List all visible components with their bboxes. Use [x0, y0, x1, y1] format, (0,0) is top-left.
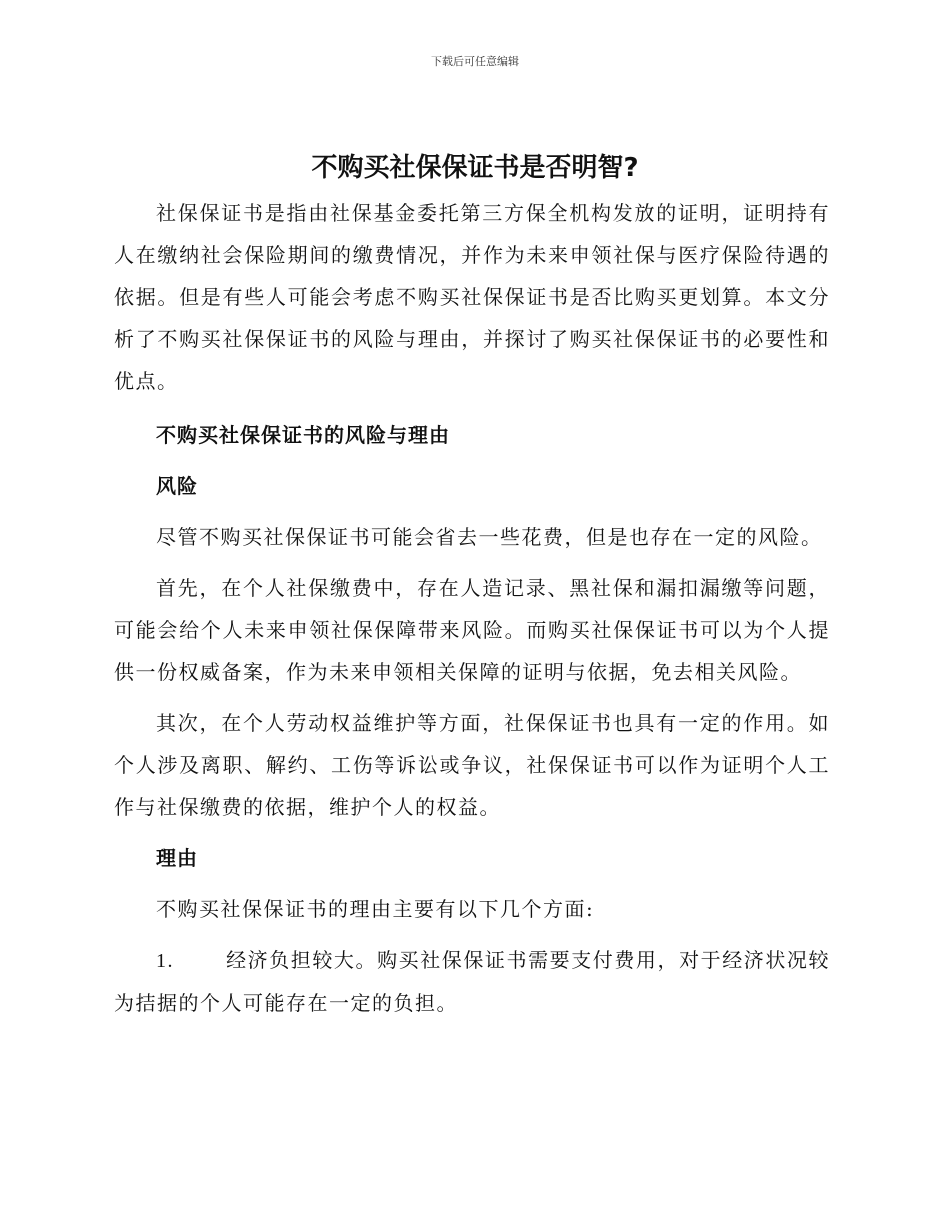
document-title: 不购买社保保证书是否明智?: [311, 153, 639, 183]
reason-intro-paragraph: 不购买社保保证书的理由主要有以下几个方面:: [156, 897, 595, 921]
reason-heading: 理由: [156, 846, 198, 870]
risk-paragraph-1: 首先，在个人社保缴费中，存在人造记录、黑社保和漏扣漏缴等问题，可能会给个人未来申领社保保障带来风险。而购买社保保证书可以为个人提供一份权威备案，作为未来申领相关保障的证明与依据，免去相关风险。: [114, 576, 830, 684]
list-item-number: 1.: [156, 950, 174, 972]
risk-intro-paragraph: 尽管不购买社保保证书可能会省去一些花费，但是也存在一定的风险。: [156, 525, 823, 549]
document-body: [114, 192, 830, 1033]
header-note: 下载后可任意编辑: [431, 55, 519, 68]
section-heading: 不购买社保保证书的风险与理由: [156, 423, 450, 447]
list-item-text: 经济负担较大。购买社保保证书需要支付费用，对于经济状况较为拮据的个人可能存在一定的负担。: [114, 948, 830, 1015]
list-item: [114, 939, 830, 1024]
risk-heading: 风险: [156, 474, 198, 498]
intro-paragraph: 社保保证书是指由社保基金委托第三方保全机构发放的证明，证明持有人在缴纳社会保险期间的缴费情况，并作为未来申领社保与医疗保险待遇的依据。但是有些人可能会考虑不购买社保保证书是否比购买更划算。本文分析了不购买社保保证书的风险与理由，并探讨了购买社保保证书的必要性和优点。: [114, 201, 830, 393]
risk-paragraph-2: 其次，在个人劳动权益维护等方面，社保保证书也具有一定的作用。如个人涉及离职、解约、工伤等诉讼或争议，社保保证书可以作为证明个人工作与社保缴费的依据，维护个人的权益。: [114, 711, 830, 819]
